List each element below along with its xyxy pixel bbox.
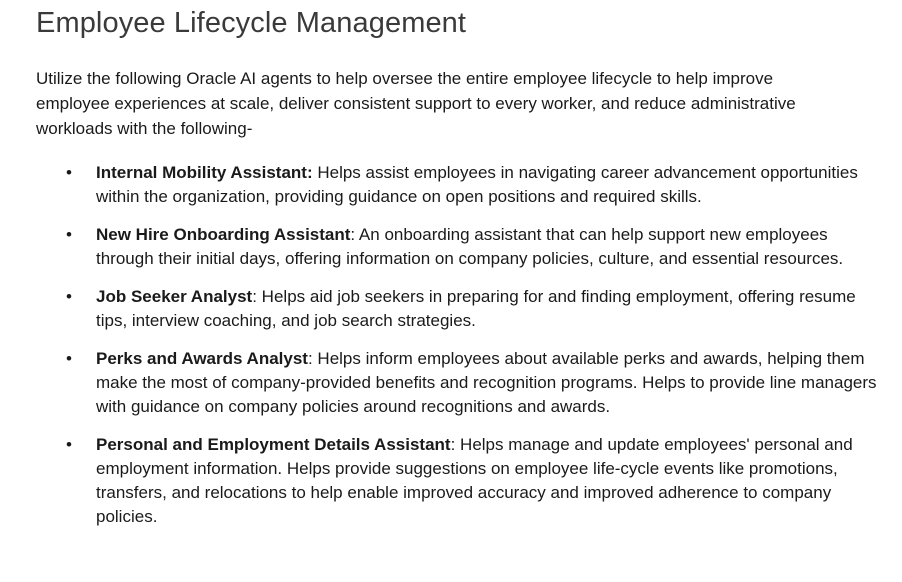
agent-description: : An onboarding assistant that can help support new employees through their initial days, offering information on company policies, culture, and essential resources. <box>96 225 844 268</box>
agent-name: Job Seeker Analyst <box>96 287 253 306</box>
bullet-icon: • <box>66 435 72 454</box>
agent-name: Perks and Awards Analyst <box>96 349 308 368</box>
agent-description: : Helps inform employees about available perks and awards, helping them make the most of company-provided benefits and recognition programs. Helps to provide line managers with guidance on company policies around recognitions and awards. <box>96 349 877 416</box>
bullet-icon: • <box>66 349 72 368</box>
list-item <box>36 285 886 333</box>
agent-description: Helps assist employees in navigating career advancement opportunities within the organization, providing guidance on open positions and required skills. <box>96 163 858 206</box>
agent-name: New Hire Onboarding Assistant <box>96 225 351 244</box>
list-item <box>36 347 886 419</box>
document-page <box>36 0 886 543</box>
list-item <box>36 223 886 271</box>
agent-name: Personal and Employment Details Assistant <box>96 435 451 454</box>
list-item <box>36 433 886 529</box>
agent-description: : Helps aid job seekers in preparing for and finding employment, offering resume tips, interview coaching, and job search strategies. <box>96 287 856 330</box>
bullet-icon: • <box>66 225 72 244</box>
bullet-icon: • <box>66 163 72 182</box>
list-item <box>36 161 886 209</box>
agent-description: : Helps manage and update employees' personal and employment information. Helps provide suggestions on employee life-cycle events like promotions, transfers, and relocations to help enable improved accuracy and improved adherence to company policies. <box>96 435 853 526</box>
intro-paragraph: Utilize the following Oracle AI agents to help oversee the entire employee lifecycle to help improve employee experiences at scale, deliver consistent support to every worker, and reduce administrative workloads with the following- <box>36 69 796 138</box>
agent-name: Internal Mobility Assistant: <box>96 163 313 182</box>
bullet-icon: • <box>66 287 72 306</box>
agent-list <box>36 161 886 529</box>
page-title: Employee Lifecycle Management <box>36 7 467 39</box>
